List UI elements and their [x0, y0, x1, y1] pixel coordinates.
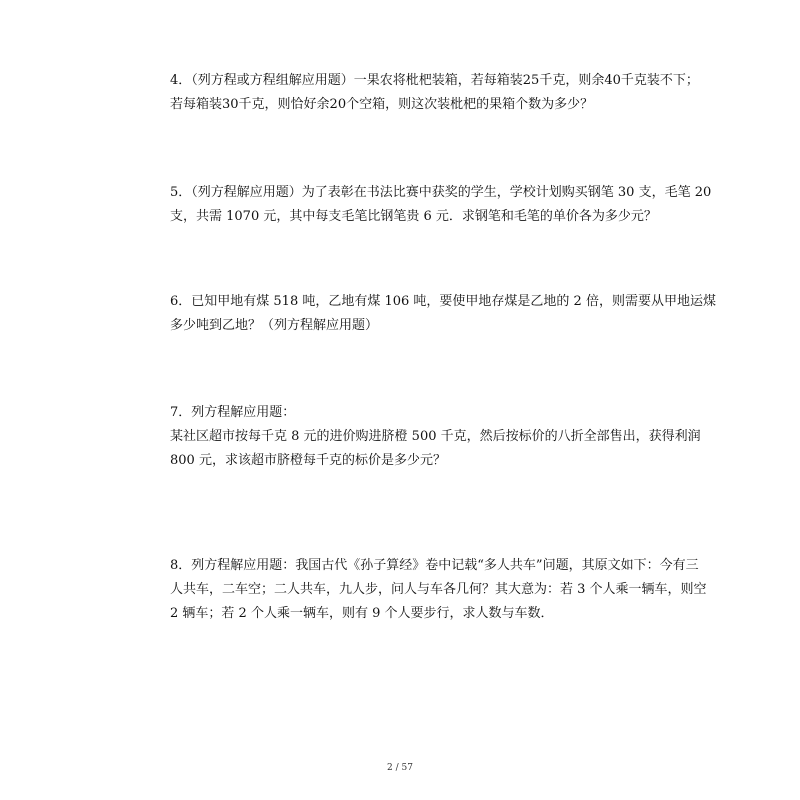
problem-line: 多少吨到乙地？（列方程解应用题）	[170, 318, 379, 333]
problem-line: 支，共需 1070 元，其中每支毛笔比钢笔贵 6 元．求钢笔和毛笔的单价各为多少元？	[170, 209, 657, 224]
problem-line: 4．（列方程或方程组解应用题）一果农将枇杷装箱，若每箱装25千克，则余40千克装不下；	[170, 73, 699, 88]
problem-7	[170, 401, 701, 473]
problem-line: 2 辆车；若 2 个人乘一辆车，则有 9 个人要步行，求人数与车数．	[170, 606, 554, 621]
problem-line: 8．列方程解应用题：我国古代《孙子算经》卷中记载“多人共车”问题，其原文如下：今有三	[170, 558, 699, 573]
problem-6	[170, 290, 716, 338]
problem-line: 6．已知甲地有煤 518 吨，乙地有煤 106 吨，要使甲地存煤是乙地的 2 倍，则需要从甲地运煤	[170, 294, 716, 309]
problem-line: 若每箱装30千克，则恰好余20个空箱，则这次装枇杷的果箱个数为多少？	[170, 97, 594, 112]
page-number: 2 / 57	[387, 763, 413, 773]
problem-5	[170, 181, 712, 229]
problem-line: 5．（列方程解应用题）为了表彰在书法比赛中获奖的学生，学校计划购买钢笔 30 支，毛笔 20	[170, 185, 712, 200]
problem-8	[170, 554, 707, 626]
problem-line: 人共车，二车空；二人共车，九人步，问人与车各几何？其大意为：若 3 个人乘一辆车，则空	[170, 582, 707, 597]
problem-line: 800 元，求该超市脐橙每千克的标价是多少元？	[170, 453, 446, 468]
problem-4	[170, 69, 699, 117]
problem-line: 某社区超市按每千克 8 元的进价购进脐橙 500 千克，然后按标价的八折全部售出，获得利润	[170, 429, 701, 444]
problem-line: 7．列方程解应用题：	[170, 405, 296, 420]
